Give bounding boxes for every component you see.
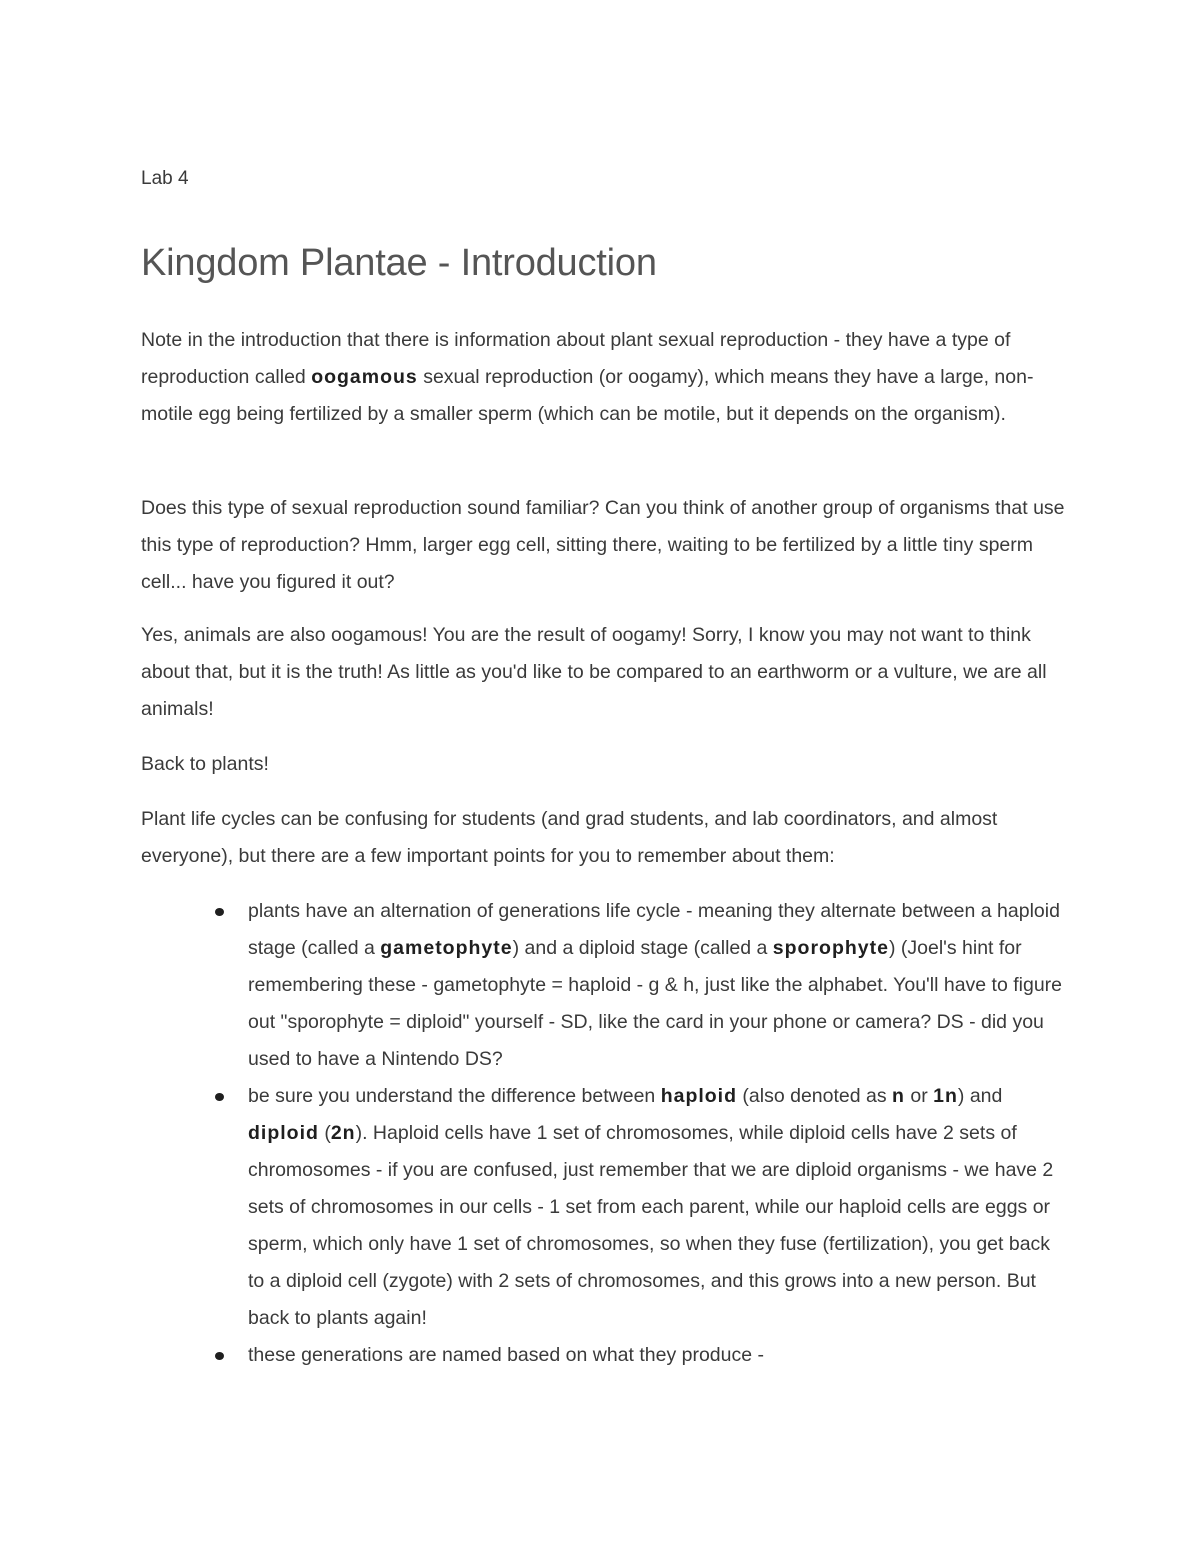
text-run: sexual reproduction (or oogamy), which means they have a large, non-motile egg being fertilized by a smaller sperm (which can be motile, but it depends on the organism). bbox=[141, 366, 1034, 425]
text-run: ( bbox=[318, 1122, 331, 1144]
paragraph-life-cycles: Plant life cycles can be confusing for students (and grad students, and lab coordinators, and almost everyone), but there are a few important points for you to remember about them: bbox=[141, 808, 998, 867]
term-sporophyte: sporophyte bbox=[772, 937, 889, 959]
text-run: be sure you understand the difference between bbox=[248, 1085, 661, 1107]
term-2n: 2n bbox=[330, 1122, 356, 1144]
bullet-dot-icon bbox=[215, 1093, 224, 1101]
term-diploid: diploid bbox=[248, 1122, 319, 1144]
term-1n: 1n bbox=[933, 1085, 958, 1107]
paragraph-back-to-plants: Back to plants! bbox=[141, 753, 269, 775]
text-run: ) and a diploid stage (called a bbox=[512, 937, 773, 959]
term-n: n bbox=[892, 1085, 905, 1107]
text-run: these generations are named based on what they produce - bbox=[248, 1344, 765, 1366]
term-gametophyte: gametophyte bbox=[380, 937, 513, 959]
bullet-dot-icon bbox=[215, 1352, 224, 1360]
text-run: ). Haploid cells have 1 set of chromosomes, while diploid cells have 2 sets of chromosomes - if you are confused, just remember that we are diploid organisms - we have 2 sets of chromosomes in our cells - 1 set from each parent, while our haploid cells are eggs or sperm, which only have 1 set of chromosomes, so when they fuse (fertilization), you get back to a diploid cell (zygote) with 2 sets of chromosomes, and this grows into a new person. But back to plants again! bbox=[248, 1122, 1054, 1329]
bullet-dot-icon bbox=[215, 908, 224, 916]
term-haploid: haploid bbox=[660, 1085, 738, 1107]
text-run: ) (Joel's hint for remembering these - gametophyte = haploid - g & h, just like the alphabet. You'll have to figure out "sporophyte = diploid" yourself - SD, like the card in your phone or camera? DS - did you used to have a Nintendo DS? bbox=[248, 937, 1063, 1070]
list-item bbox=[248, 1337, 1068, 1374]
lab-label: Lab 4 bbox=[141, 168, 189, 189]
text-run: plants have an alternation of generations life cycle - meaning they alternate between a haploid stage (called a bbox=[248, 900, 1060, 959]
paragraph-animals-oogamous: Yes, animals are also oogamous! You are the result of oogamy! Sorry, I know you may not want to think about that, but it is the truth! As little as you'd like to be compared to an earthworm or a vulture, we are all animals! bbox=[141, 624, 1047, 720]
text-run: or bbox=[904, 1085, 934, 1107]
paragraph-familiar-question: Does this type of sexual reproduction sound familiar? Can you think of another group of organisms that use this type of reproduction? Hmm, larger egg cell, sitting there, waiting to be fertilized by a little tiny sperm cell... have you figured it out? bbox=[141, 497, 1065, 593]
list-item bbox=[248, 893, 1068, 1078]
paragraph-oogamy-intro bbox=[141, 322, 1066, 433]
text-run: Note in the introduction that there is information about plant sexual reproduction - they have a type of reproduction called bbox=[141, 329, 1011, 388]
text-run: ) and bbox=[957, 1085, 1003, 1107]
term-oogamous: oogamous bbox=[311, 366, 418, 388]
page-title: Kingdom Plantae - Introduction bbox=[141, 242, 657, 284]
list-item bbox=[248, 1078, 1068, 1337]
key-points-list bbox=[248, 893, 1068, 1374]
text-run: (also denoted as bbox=[737, 1085, 893, 1107]
